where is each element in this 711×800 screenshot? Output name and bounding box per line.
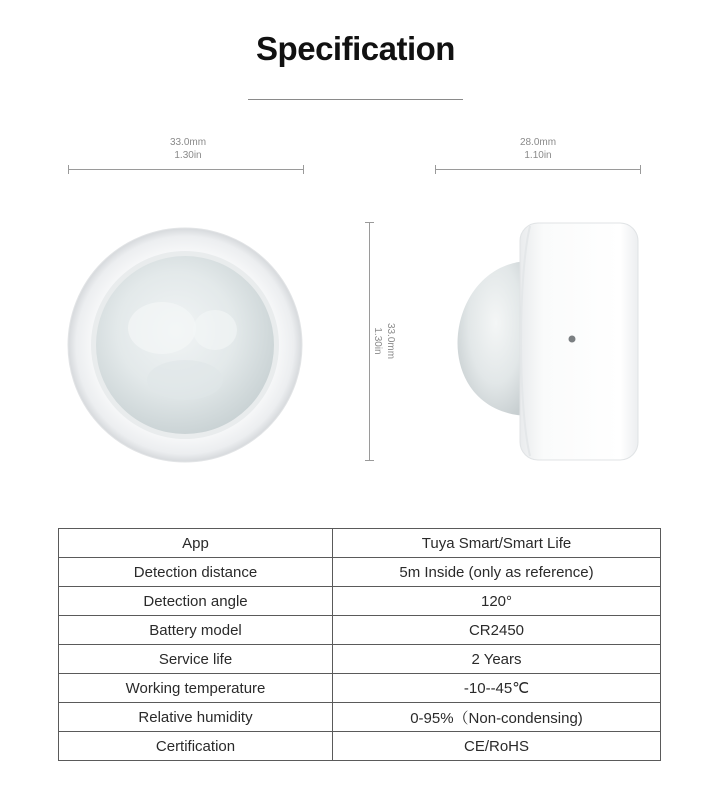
front-width-mm: 33.0mm [169, 137, 207, 148]
spec-value: 120° [333, 587, 661, 616]
front-width-line [68, 169, 304, 170]
side-width-tick-right [640, 165, 641, 174]
table-row [59, 616, 661, 645]
front-width-tick-left [68, 165, 69, 174]
side-width-mm: 28.0mm [519, 137, 557, 148]
table-row [59, 587, 661, 616]
front-width-in: 1.30in [174, 150, 202, 161]
side-width-label [468, 136, 608, 162]
height-label [371, 281, 397, 401]
spec-value: CE/RoHS [333, 732, 661, 761]
spec-label: Working temperature [59, 674, 333, 703]
sensor-front-view-image [60, 220, 310, 470]
height-mm: 33.0mm [385, 322, 396, 360]
table-row [59, 529, 661, 558]
height-tick-bottom [365, 460, 374, 461]
table-row [59, 674, 661, 703]
page-title: Specification [256, 30, 455, 67]
front-width-tick-right [303, 165, 304, 174]
height-line [369, 222, 370, 461]
spec-value: 0-95%（Non-condensing) [333, 703, 661, 732]
spec-value: -10--45℃ [333, 674, 661, 703]
spec-label: App [59, 529, 333, 558]
side-width-in: 1.10in [524, 150, 552, 161]
spec-value: 2 Years [333, 645, 661, 674]
side-width-tick-left [435, 165, 436, 174]
spec-label: Detection angle [59, 587, 333, 616]
spec-value: 5m Inside (only as reference) [333, 558, 661, 587]
title-divider [248, 99, 463, 100]
spec-label: Certification [59, 732, 333, 761]
table-row [59, 558, 661, 587]
sensor-side-view-image [432, 216, 652, 466]
spec-label: Relative humidity [59, 703, 333, 732]
table-row [59, 703, 661, 732]
spec-label: Detection distance [59, 558, 333, 587]
spec-value: CR2450 [333, 616, 661, 645]
spec-table [58, 528, 661, 761]
spec-value: Tuya Smart/Smart Life [333, 529, 661, 558]
table-row [59, 732, 661, 761]
height-tick-top [365, 222, 374, 223]
table-row [59, 645, 661, 674]
height-in: 1.30in [372, 327, 383, 355]
side-width-line [435, 169, 641, 170]
spec-label: Service life [59, 645, 333, 674]
spec-label: Battery model [59, 616, 333, 645]
front-width-label [118, 136, 258, 162]
